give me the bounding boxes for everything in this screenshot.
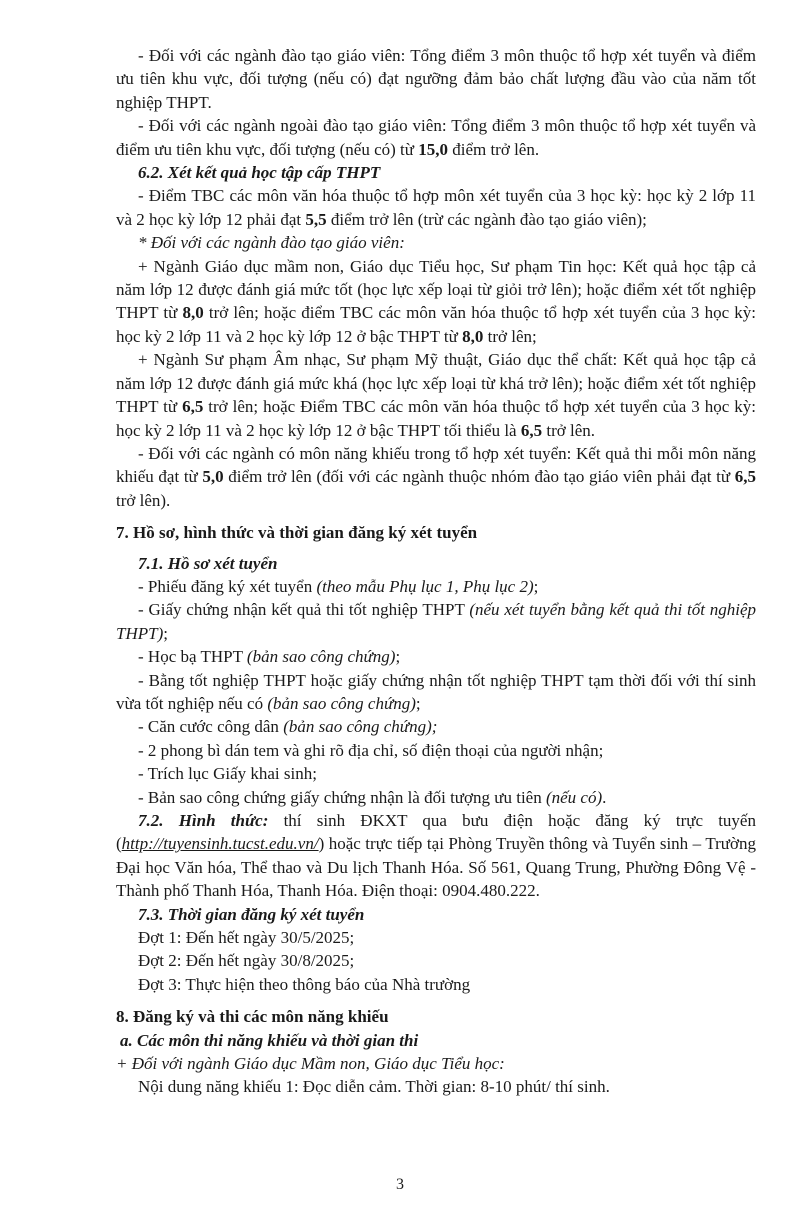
text: (bản sao công chứng): [267, 693, 416, 713]
round-3: Đợt 3: Thực hiện theo thông báo của Nhà trường: [138, 974, 471, 994]
score-value: 6,5: [182, 397, 204, 417]
text: trở lên; hoặc Điểm TBC các môn văn hóa thuộc tổ hợp xét tuyển của 3 học kỳ: học kỳ 2 lớp 11 và 2 học kỳ lớp 12 ở bậc THPT tối thiểu là: [116, 397, 756, 440]
round-2: Đợt 2: Đến hết ngày 30/8/2025;: [138, 951, 355, 971]
sub-heading-teacher: [116, 231, 756, 254]
text: ;: [533, 576, 539, 596]
score-value: 6,5: [734, 467, 757, 487]
text: - Học bạ THPT: [138, 647, 247, 667]
paragraph-music-art-pe: [116, 348, 756, 442]
sub-heading-8a: a. Các môn thi năng khiếu và thời gian thi: [120, 1030, 419, 1050]
text: ;: [415, 693, 421, 713]
text: ;: [395, 647, 401, 667]
text: ) hoặc trực tiếp tại Phòng Truyền thông và Tuyển sinh – Trường Đại học Văn hóa, Thể thao và Du lịch Thanh Hóa. Số 561, Quang Trung, Phường Đông Vệ - Thành phố Thanh Hóa, Thanh Hóa. Điện thoại: 0904.480.222.: [116, 834, 756, 901]
text: - Căn cước công dân: [138, 717, 284, 737]
text: - Bản sao công chứng giấy chứng nhận là đối tượng ưu tiên: [138, 787, 546, 807]
text: - Giấy chứng nhận kết quả thi tốt nghiệp THPT: [138, 600, 470, 620]
score-value: 6,5: [520, 420, 543, 440]
text: * Đối với các ngành đào tạo giáo viên:: [138, 233, 405, 253]
score-value: 5,0: [202, 467, 224, 487]
list-item-exam-certificate: [116, 598, 756, 645]
list-item-citizen-id: [116, 715, 756, 738]
score-value: 5,5: [305, 209, 327, 229]
section-heading-7-3: 7.3. Thời gian đăng ký xét tuyển: [138, 904, 365, 924]
text: .: [602, 787, 607, 807]
text: trở lên;: [483, 326, 537, 346]
score-value: 15,0: [418, 139, 448, 159]
text: - Phiếu đăng ký xét tuyển: [138, 576, 317, 596]
score-value: 8,0: [182, 303, 204, 323]
text: + Đối với ngành Giáo dục Mầm non, Giáo dục Tiểu học:: [116, 1054, 505, 1074]
list-item-birth-certificate: - Trích lục Giấy khai sinh;: [138, 764, 317, 784]
text: trở lên).: [116, 490, 171, 510]
text: điểm trở lên (đối với các ngành thuộc nhóm đào tạo giáo viên phải đạt từ: [223, 467, 735, 487]
document-page: [116, 44, 756, 1099]
aptitude-content-1: Nội dung năng khiếu 1: Đọc diễn cảm. Thời gian: 8-10 phút/ thí sinh.: [138, 1077, 610, 1097]
admissions-link[interactable]: http://tuyensinh.tucst.edu.vn/: [121, 834, 319, 854]
text: (bản sao công chứng);: [283, 717, 438, 737]
text: - Bằng tốt nghiệp THPT hoặc giấy chứng nhận tốt nghiệp THPT tạm thời đối với thí sinh vừa tốt nghiệp nếu có: [116, 670, 756, 713]
text: điểm trở lên (trừ các ngành đào tạo giáo viên);: [326, 209, 647, 229]
text: + Ngành Giáo dục mầm non, Giáo dục Tiểu học, Sư phạm Tin học: Kết quả học tập cả năm lớp 12 được đánh giá mức tốt (học lực xếp loại từ giỏi trở lên); hoặc điểm xét tốt nghiệp THPT từ: [116, 256, 756, 323]
list-item-diploma: [116, 669, 756, 716]
section-heading-6-2: 6.2. Xét kết quả học tập cấp THPT: [138, 163, 381, 183]
text: (nếu có): [545, 787, 603, 807]
text: (bản sao công chứng): [246, 647, 396, 667]
section-heading-7-1: 7.1. Hồ sơ xét tuyển: [138, 553, 278, 573]
list-item-transcript: [116, 645, 756, 668]
round-1: Đợt 1: Đến hết ngày 30/5/2025;: [138, 928, 355, 948]
text: thí sinh ĐKXT qua bưu điện hoặc đăng ký trực tuyến (: [116, 811, 756, 854]
page-number: 3: [396, 1176, 404, 1193]
text: - Đối với các ngành ngoài đào tạo giáo viên: Tổng điểm 3 môn thuộc tổ hợp xét tuyển và điểm ưu tiên khu vực, đối tượng (nếu có) từ: [116, 116, 756, 159]
text: điểm trở lên.: [447, 139, 540, 159]
paragraph-preschool-primary: [116, 255, 756, 349]
text: + Ngành Sư phạm Âm nhạc, Sư phạm Mỹ thuật, Giáo dục thể chất: Kết quả học tập cả năm lớp 12 được đánh giá mức khá (học lực xếp loại từ khá trở lên); hoặc điểm xét tốt nghiệp THPT từ: [116, 350, 756, 417]
text: (theo mẫu Phụ lục 1, Phụ lục 2): [316, 576, 534, 596]
text: trở lên; hoặc điểm TBC các môn văn hóa thuộc tổ hợp xét tuyển của 3 học kỳ: học kỳ 2 lớp 11 và 2 học kỳ lớp 12 ở bậc THPT từ: [116, 303, 757, 346]
list-item-registration-form: [116, 575, 756, 598]
paragraph-aptitude-subjects: [116, 442, 756, 512]
text: (nếu xét tuyển bằng kết quả thi tốt nghiệp THPT): [116, 600, 756, 643]
score-value: 8,0: [462, 326, 484, 346]
text: ;: [163, 623, 168, 643]
text: trở lên.: [542, 420, 596, 440]
text: - Đối với các ngành đào tạo giáo viên: Tổng điểm 3 môn thuộc tổ hợp xét tuyển và điểm ưu tiên khu vực, đối tượng (nếu có) đạt ngưỡng đảm bảo chất lượng đầu vào của năm tốt nghiệp THPT.: [116, 46, 756, 112]
note-preschool-primary: [116, 1052, 756, 1075]
paragraph-registration-method: [116, 809, 756, 903]
section-heading-7: 7. Hồ sơ, hình thức và thời gian đăng ký xét tuyển: [116, 523, 478, 543]
section-heading-7-2: 7.2. Hình thức:: [138, 811, 269, 830]
paragraph-tbc-score: [116, 184, 756, 231]
list-item-priority-certificate: [116, 786, 756, 809]
text: - Điểm TBC các môn văn hóa thuộc tổ hợp môn xét tuyển của 3 học kỳ: học kỳ 2 lớp 11 và 2 học kỳ lớp 12 phải đạt: [116, 186, 756, 229]
section-heading-8: 8. Đăng ký và thi các môn năng khiếu: [116, 1007, 389, 1027]
list-item-envelopes: - 2 phong bì dán tem và ghi rõ địa chỉ, số điện thoại của người nhận;: [138, 740, 604, 760]
text: - Đối với các ngành có môn năng khiếu trong tổ hợp xét tuyển: Kết quả thi mỗi môn năng khiếu đạt từ: [116, 443, 756, 487]
paragraph-non-teacher-threshold: [116, 114, 756, 161]
paragraph-teacher-training-threshold: [116, 44, 756, 114]
